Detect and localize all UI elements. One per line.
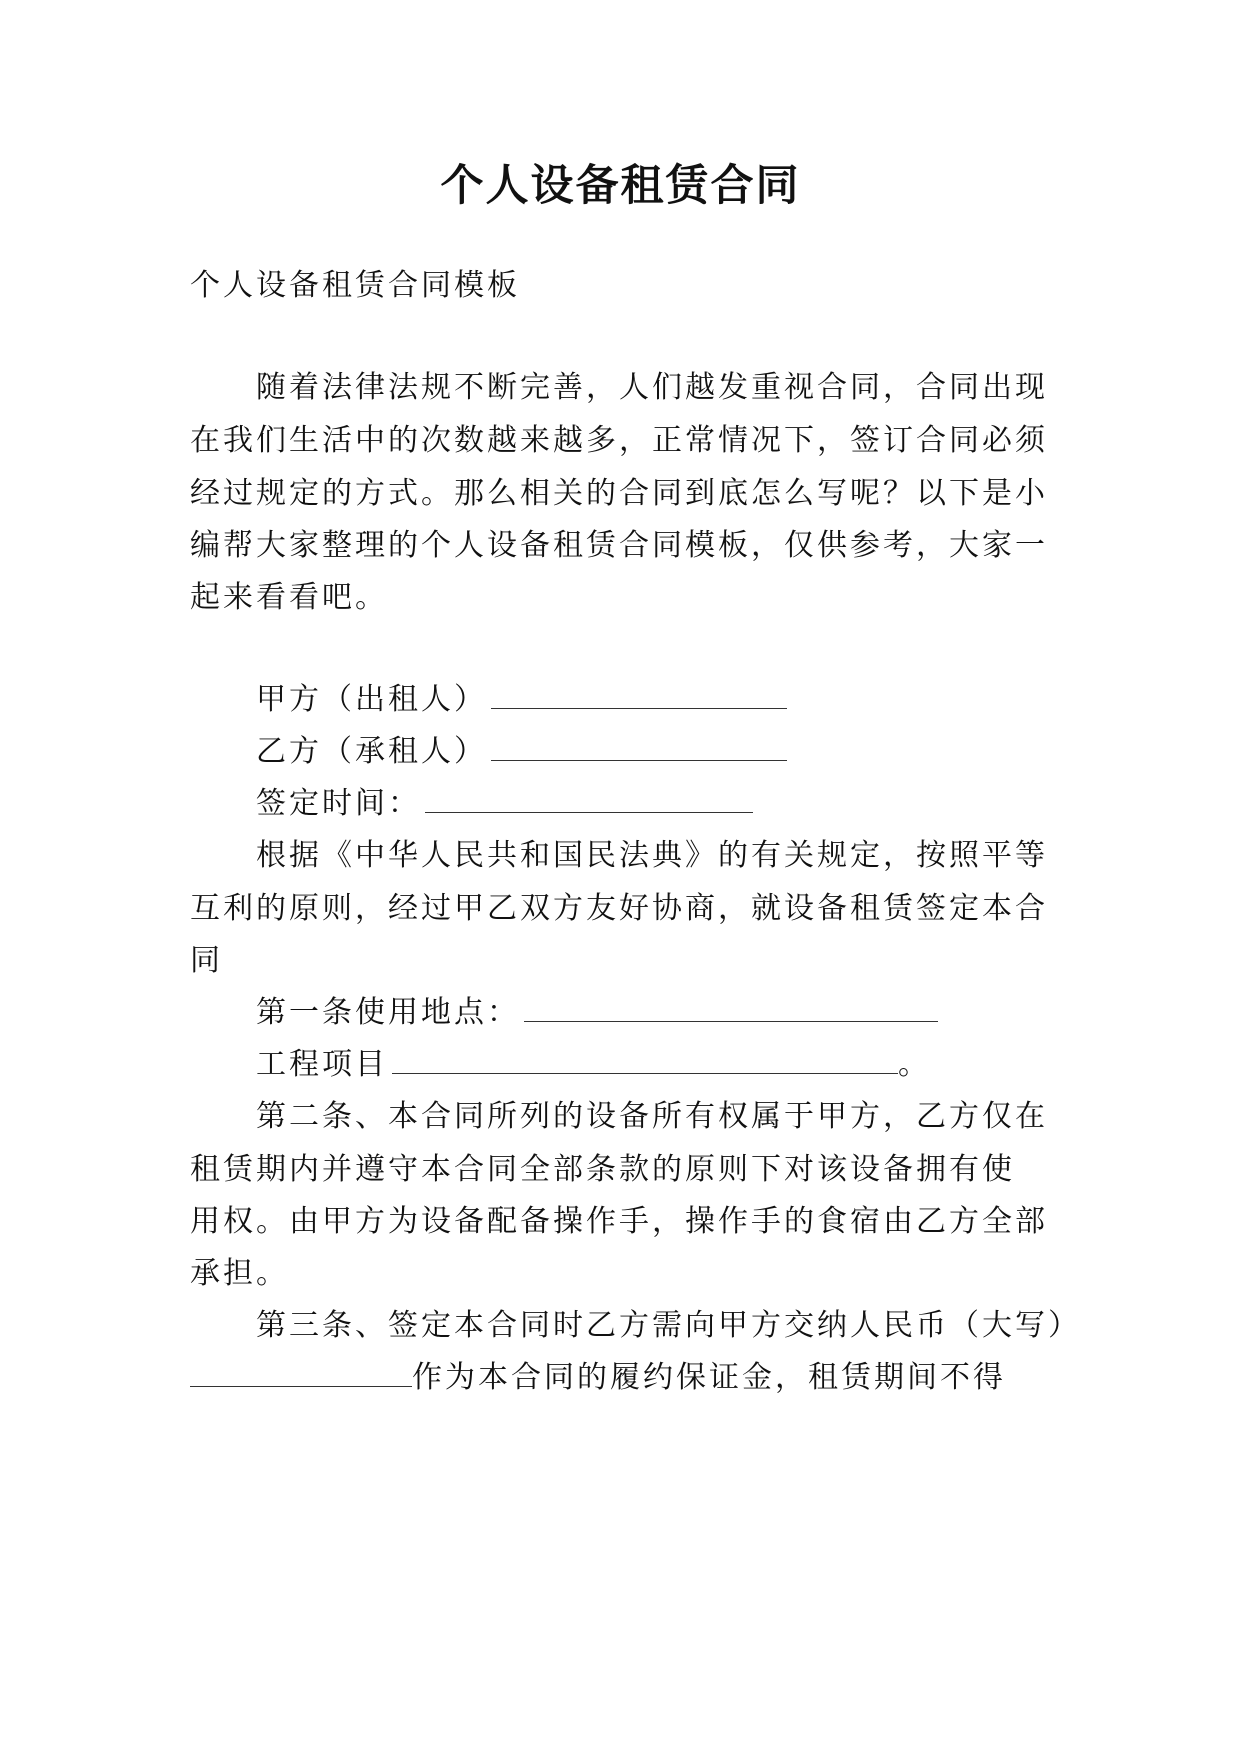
basis-line: 根据《中华人民共和国民法典》的有关规定，按照平等: [256, 838, 1048, 873]
intro-line: 起来看看吧。: [190, 580, 388, 615]
project-row: [256, 1045, 1056, 1085]
article1-blank: [524, 993, 938, 1022]
project-blank: [392, 1045, 898, 1074]
article1-label: 第一条使用地点：: [256, 995, 520, 1030]
party-b-label: 乙方（承租人）: [256, 734, 487, 769]
party-b-blank: [491, 732, 787, 761]
article2-line: 第二条、本合同所列的设备所有权属于甲方，乙方仅在: [256, 1099, 1048, 1134]
sign-date-blank: [425, 784, 753, 813]
sign-date-row: [256, 784, 1056, 824]
document-subtitle: 个人设备租赁合同模板: [190, 268, 520, 303]
basis-line: 同: [190, 943, 223, 978]
project-end: 。: [898, 1047, 931, 1082]
article1-row: [256, 993, 1056, 1033]
article2-line: 用权。由甲方为设备配备操作手，操作手的食宿由乙方全部: [190, 1204, 1048, 1239]
deposit-amount-blank: [190, 1358, 412, 1387]
sign-date-label: 签定时间：: [256, 786, 421, 821]
article3-line: 第三条、签定本合同时乙方需向甲方交纳人民币（大写）: [256, 1308, 1081, 1343]
party-a-label: 甲方（出租人）: [256, 682, 487, 717]
article3-line2-tail: 作为本合同的履约保证金，租赁期间不得: [412, 1360, 1006, 1395]
basis-line: 互利的原则，经过甲乙双方友好协商，就设备租赁签定本合: [190, 891, 1048, 926]
party-b-row: [256, 732, 1056, 772]
article2-line: 承担。: [190, 1256, 289, 1291]
intro-line: 随着法律法规不断完善，人们越发重视合同，合同出现: [256, 370, 1048, 405]
intro-line: 编帮大家整理的个人设备租赁合同模板，仅供参考，大家一: [190, 528, 1048, 563]
project-label: 工程项目: [256, 1047, 388, 1082]
party-a-row: [256, 680, 1056, 720]
article2-line: 租赁期内并遵守本合同全部条款的原则下对该设备拥有使: [190, 1152, 1015, 1187]
intro-line: 在我们生活中的次数越来越多，正常情况下，签订合同必须: [190, 423, 1048, 458]
party-a-blank: [491, 680, 787, 709]
document-title: 个人设备租赁合同: [440, 161, 801, 211]
intro-line: 经过规定的方式。那么相关的合同到底怎么写呢？以下是小: [190, 476, 1048, 511]
article3-line2: [190, 1358, 1050, 1398]
